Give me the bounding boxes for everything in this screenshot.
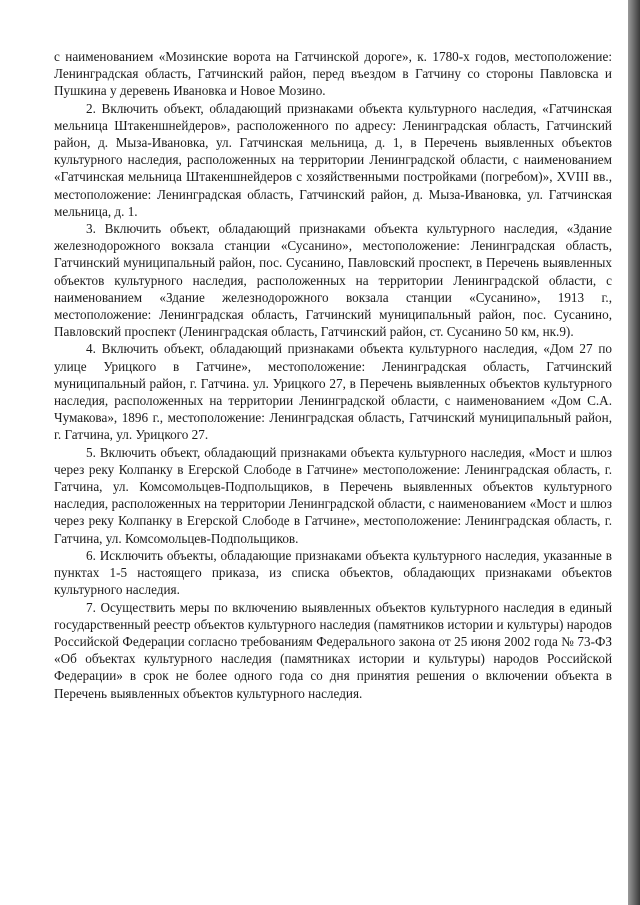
document-page: [54, 48, 612, 702]
paragraph-item-4: 4. Включить объект, обладающий признаками объекта культурного наследия, «Дом 27 по улице Урицкого в Гатчине», местоположение: Ленинградская область, Гатчинский муниципальный район, г. Гатчина. ул. Урицкого 27, в Перечень выявленных объектов культурного наследия, расположенных на территории Ленинградской области, с наименованием «Дом С.А. Чумакова», 1896 г., местоположение: Ленинградская область, Гатчинский муниципальный район, г. Гатчина, ул. Урицкого 27.: [54, 341, 612, 443]
scan-border: [628, 0, 640, 905]
paragraph-item-7: 7. Осуществить меры по включению выявленных объектов культурного наследия в единый государственный реестр объектов культурного наследия (памятников истории и культуры) народов Российской Федерации согласно требованиям Федерального закона от 25 июня 2002 года № 73-ФЗ «Об объектах культурного наследия (памятниках истории и культуры) народов Российской Федерации» в срок не более одного года со дня принятия решения о включении объекта в Перечень выявленных объектов культурного наследия.: [54, 599, 612, 701]
paragraph-continuation: с наименованием «Мозинские ворота на Гатчинской дороге», к. 1780-х годов, местоположение: Ленинградская область, Гатчинский район, перед въездом в Гатчину со стороны Павловска и Пушкина у деревень Ивановка и Новое Мозино.: [54, 49, 612, 99]
paragraph-item-6: 6. Исключить объекты, обладающие признаками объекта культурного наследия, указанные в пунктах 1-5 настоящего приказа, из списка объектов, обладающих признаками объектов культурного наследия.: [54, 547, 612, 598]
paragraph-item-3: 3. Включить объект, обладающий признаками объекта культурного наследия, «Здание железнодорожного вокзала станции «Сусанино», местоположение: Ленинградская область, Гатчинский муниципальный район, пос. Сусанино, Павловский проспект, в Перечень выявленных объектов культурного наследия, расположенных на территории Ленинградской области, с наименованием «Здание железнодорожного вокзала станции «Сусанино», 1913 г., местоположение: Ленинградская область, Гатчинский муниципальный район, пос. Сусанино, Павловский проспект (Ленинградская область, Гатчинский район, ст. Сусанино 50 км, нк.9).: [54, 221, 612, 340]
paragraph-item-5: 5. Включить объект, обладающий признаками объекта культурного наследия, «Мост и шлюз через реку Колпанку в Егерской Слободе в Гатчине» местоположение: Ленинградская область, г. Гатчина, ул. Комсомольцев-Подпольщиков, в Перечень выявленных объектов культурного наследия, расположенных на территории Ленинградской области, с наименованием «Мост и шлюз через реку Колпанку в Егерской Слободе в Гатчине», местоположение: Ленинградская область, г. Гатчина, ул. Комсомольцев-Подпольщиков.: [54, 444, 612, 546]
paragraph-item-2: 2. Включить объект, обладающий признаками объекта культурного наследия, «Гатчинская мельница Штакеншнейдеров», расположенного по адресу: Ленинградская область, Гатчинский район, д. Мыза-Ивановка, ул. Гатчинская мельница, д. 1, в Перечень выявленных объектов культурного наследия, расположенных на территории Ленинградской области, с наименованием «Гатчинская мельница Штакеншнейдеров с хозяйственными постройками (погребом)», XVIII вв., местоположение: Ленинградская область, Гатчинский район, д. Мыза-Ивановка, ул. Гатчинская мельница, д. 1.: [54, 100, 612, 219]
